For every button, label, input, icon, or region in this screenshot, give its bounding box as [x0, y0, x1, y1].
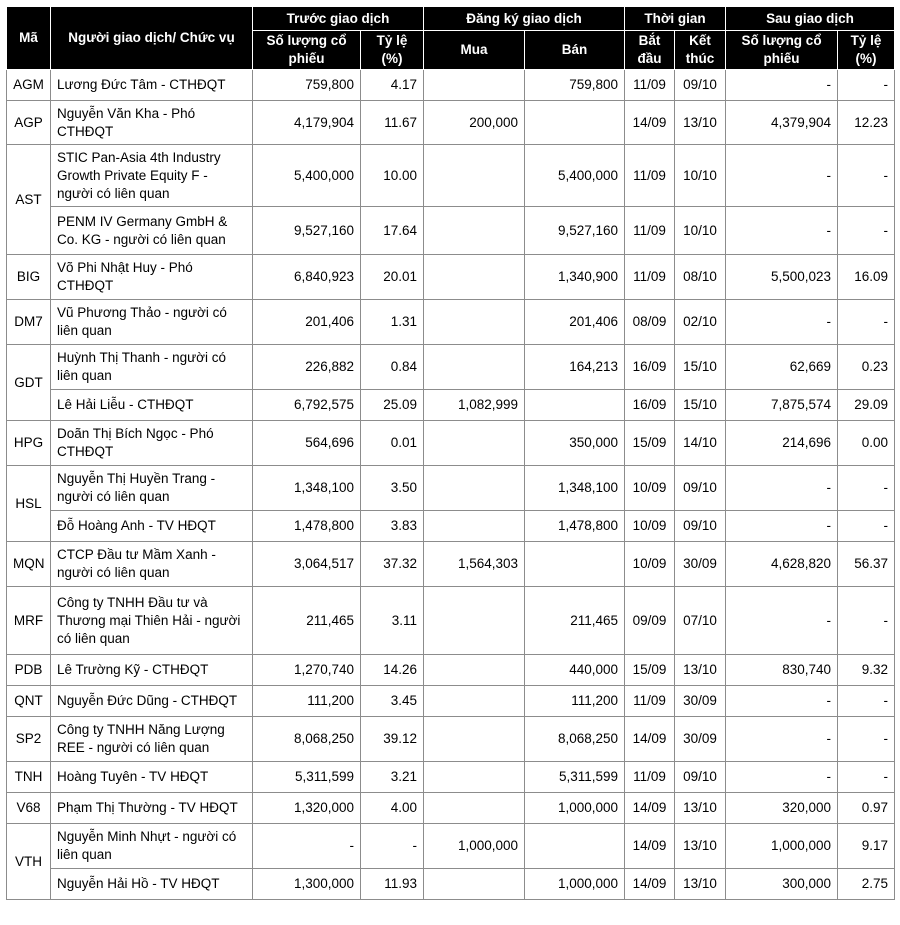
buy-cell: [424, 300, 525, 345]
end-date-cell: 07/10: [675, 587, 726, 655]
start-date-cell: 11/09: [625, 145, 675, 207]
ticker-cell: AST: [7, 145, 51, 255]
after-pct-cell: 0.23: [838, 345, 895, 390]
buy-cell: [424, 70, 525, 101]
table-row: [7, 587, 895, 655]
header-before-qty: Số lượng cổ phiếu: [253, 31, 361, 70]
table-body: [7, 70, 895, 900]
start-date-cell: 10/09: [625, 542, 675, 587]
buy-cell: [424, 762, 525, 793]
end-date-cell: 30/09: [675, 717, 726, 762]
after-qty-cell: -: [726, 686, 838, 717]
trader-cell: PENM IV Germany GmbH & Co. KG - người có liên quan: [51, 207, 253, 255]
buy-cell: [424, 655, 525, 686]
before-pct-cell: 14.26: [361, 655, 424, 686]
table-row: [7, 70, 895, 101]
table-header: [7, 7, 895, 70]
start-date-cell: 14/09: [625, 793, 675, 824]
before-pct-cell: 20.01: [361, 255, 424, 300]
header-thoi-gian: Thời gian: [625, 7, 726, 31]
before-pct-cell: 17.64: [361, 207, 424, 255]
ticker-cell: SP2: [7, 717, 51, 762]
ticker-cell: AGP: [7, 101, 51, 145]
end-date-cell: 15/10: [675, 390, 726, 421]
after-pct-cell: -: [838, 587, 895, 655]
header-after-qty: Số lượng cổ phiếu: [726, 31, 838, 70]
trader-cell: Đỗ Hoàng Anh - TV HĐQT: [51, 511, 253, 542]
trader-cell: Nguyễn Đức Dũng - CTHĐQT: [51, 686, 253, 717]
ticker-cell: BIG: [7, 255, 51, 300]
start-date-cell: 14/09: [625, 869, 675, 900]
trader-cell: STIC Pan-Asia 4th Industry Growth Private Equity F - người có liên quan: [51, 145, 253, 207]
ticker-cell: MQN: [7, 542, 51, 587]
after-pct-cell: 16.09: [838, 255, 895, 300]
table-row: [7, 207, 895, 255]
sell-cell: 5,311,599: [525, 762, 625, 793]
before-pct-cell: -: [361, 824, 424, 869]
ticker-cell: AGM: [7, 70, 51, 101]
sell-cell: 111,200: [525, 686, 625, 717]
sell-cell: [525, 824, 625, 869]
ticker-cell: V68: [7, 793, 51, 824]
sell-cell: 1,340,900: [525, 255, 625, 300]
end-date-cell: 30/09: [675, 686, 726, 717]
ticker-cell: HPG: [7, 421, 51, 466]
before-qty-cell: -: [253, 824, 361, 869]
end-date-cell: 14/10: [675, 421, 726, 466]
after-pct-cell: -: [838, 686, 895, 717]
after-qty-cell: -: [726, 145, 838, 207]
table-row: [7, 145, 895, 207]
buy-cell: [424, 793, 525, 824]
end-date-cell: 09/10: [675, 466, 726, 511]
before-qty-cell: 201,406: [253, 300, 361, 345]
start-date-cell: 11/09: [625, 207, 675, 255]
sell-cell: [525, 542, 625, 587]
header-end: Kết thúc: [675, 31, 726, 70]
trader-cell: Huỳnh Thị Thanh - người có liên quan: [51, 345, 253, 390]
after-pct-cell: 0.00: [838, 421, 895, 466]
buy-cell: [424, 255, 525, 300]
sell-cell: 759,800: [525, 70, 625, 101]
end-date-cell: 10/10: [675, 207, 726, 255]
after-qty-cell: -: [726, 511, 838, 542]
after-qty-cell: 320,000: [726, 793, 838, 824]
trader-cell: Công ty TNHH Năng Lượng REE - người có liên quan: [51, 717, 253, 762]
trader-cell: Hoàng Tuyên - TV HĐQT: [51, 762, 253, 793]
table-row: [7, 255, 895, 300]
before-qty-cell: 8,068,250: [253, 717, 361, 762]
trader-cell: Phạm Thị Thường - TV HĐQT: [51, 793, 253, 824]
buy-cell: [424, 421, 525, 466]
sell-cell: 8,068,250: [525, 717, 625, 762]
before-pct-cell: 3.50: [361, 466, 424, 511]
ticker-cell: HSL: [7, 466, 51, 542]
after-qty-cell: 1,000,000: [726, 824, 838, 869]
end-date-cell: 13/10: [675, 793, 726, 824]
sell-cell: 1,478,800: [525, 511, 625, 542]
table-row: [7, 300, 895, 345]
header-ma: Mã: [7, 7, 51, 70]
sell-cell: 211,465: [525, 587, 625, 655]
trader-cell: Lương Đức Tâm - CTHĐQT: [51, 70, 253, 101]
table-row: [7, 793, 895, 824]
before-pct-cell: 4.17: [361, 70, 424, 101]
before-pct-cell: 3.45: [361, 686, 424, 717]
before-qty-cell: 1,300,000: [253, 869, 361, 900]
after-qty-cell: -: [726, 207, 838, 255]
after-pct-cell: 9.32: [838, 655, 895, 686]
before-qty-cell: 1,478,800: [253, 511, 361, 542]
start-date-cell: 14/09: [625, 717, 675, 762]
buy-cell: 200,000: [424, 101, 525, 145]
after-pct-cell: 56.37: [838, 542, 895, 587]
before-qty-cell: 5,311,599: [253, 762, 361, 793]
table-row: [7, 345, 895, 390]
end-date-cell: 09/10: [675, 762, 726, 793]
buy-cell: [424, 717, 525, 762]
buy-cell: [424, 345, 525, 390]
buy-cell: [424, 587, 525, 655]
trader-cell: Nguyễn Văn Kha - Phó CTHĐQT: [51, 101, 253, 145]
sell-cell: 440,000: [525, 655, 625, 686]
trader-cell: Vũ Phương Thảo - người có liên quan: [51, 300, 253, 345]
before-qty-cell: 211,465: [253, 587, 361, 655]
trader-cell: Lê Hải Liễu - CTHĐQT: [51, 390, 253, 421]
before-qty-cell: 1,270,740: [253, 655, 361, 686]
trader-cell: Doãn Thị Bích Ngọc - Phó CTHĐQT: [51, 421, 253, 466]
sell-cell: 9,527,160: [525, 207, 625, 255]
buy-cell: 1,000,000: [424, 824, 525, 869]
trader-cell: Nguyễn Hải Hồ - TV HĐQT: [51, 869, 253, 900]
sell-cell: 350,000: [525, 421, 625, 466]
header-buy: Mua: [424, 31, 525, 70]
after-qty-cell: 830,740: [726, 655, 838, 686]
after-qty-cell: 300,000: [726, 869, 838, 900]
after-qty-cell: 7,875,574: [726, 390, 838, 421]
table-row: [7, 824, 895, 869]
insider-trading-table: [6, 6, 895, 900]
header-after-pct: Tỷ lệ (%): [838, 31, 895, 70]
start-date-cell: 08/09: [625, 300, 675, 345]
start-date-cell: 15/09: [625, 655, 675, 686]
after-qty-cell: -: [726, 762, 838, 793]
before-pct-cell: 39.12: [361, 717, 424, 762]
ticker-cell: TNH: [7, 762, 51, 793]
before-qty-cell: 6,792,575: [253, 390, 361, 421]
before-pct-cell: 11.67: [361, 101, 424, 145]
sell-cell: 1,348,100: [525, 466, 625, 511]
before-pct-cell: 4.00: [361, 793, 424, 824]
buy-cell: [424, 869, 525, 900]
before-qty-cell: 3,064,517: [253, 542, 361, 587]
start-date-cell: 16/09: [625, 390, 675, 421]
before-pct-cell: 25.09: [361, 390, 424, 421]
before-pct-cell: 37.32: [361, 542, 424, 587]
table-row: [7, 390, 895, 421]
header-sau-giao-dich: Sau giao dịch: [726, 7, 895, 31]
before-qty-cell: 6,840,923: [253, 255, 361, 300]
after-pct-cell: -: [838, 300, 895, 345]
start-date-cell: 15/09: [625, 421, 675, 466]
start-date-cell: 11/09: [625, 762, 675, 793]
after-qty-cell: -: [726, 587, 838, 655]
trader-cell: Võ Phi Nhật Huy - Phó CTHĐQT: [51, 255, 253, 300]
before-pct-cell: 0.01: [361, 421, 424, 466]
before-pct-cell: 0.84: [361, 345, 424, 390]
ticker-cell: MRF: [7, 587, 51, 655]
start-date-cell: 11/09: [625, 255, 675, 300]
after-pct-cell: -: [838, 145, 895, 207]
ticker-cell: PDB: [7, 655, 51, 686]
after-qty-cell: 4,628,820: [726, 542, 838, 587]
after-pct-cell: 0.97: [838, 793, 895, 824]
after-qty-cell: -: [726, 466, 838, 511]
sell-cell: 201,406: [525, 300, 625, 345]
end-date-cell: 09/10: [675, 511, 726, 542]
after-qty-cell: -: [726, 300, 838, 345]
after-pct-cell: -: [838, 511, 895, 542]
before-pct-cell: 1.31: [361, 300, 424, 345]
after-pct-cell: 2.75: [838, 869, 895, 900]
after-pct-cell: -: [838, 717, 895, 762]
end-date-cell: 13/10: [675, 101, 726, 145]
before-qty-cell: 759,800: [253, 70, 361, 101]
start-date-cell: 11/09: [625, 70, 675, 101]
table-row: [7, 101, 895, 145]
end-date-cell: 10/10: [675, 145, 726, 207]
header-truoc-giao-dich: Trước giao dịch: [253, 7, 424, 31]
end-date-cell: 13/10: [675, 655, 726, 686]
end-date-cell: 08/10: [675, 255, 726, 300]
table-row: [7, 542, 895, 587]
ticker-cell: QNT: [7, 686, 51, 717]
table-row: [7, 717, 895, 762]
table-row: [7, 762, 895, 793]
header-nguoi-giao-dich: Người giao dịch/ Chức vụ: [51, 7, 253, 70]
end-date-cell: 15/10: [675, 345, 726, 390]
before-qty-cell: 1,320,000: [253, 793, 361, 824]
after-pct-cell: -: [838, 762, 895, 793]
start-date-cell: 14/09: [625, 101, 675, 145]
buy-cell: 1,082,999: [424, 390, 525, 421]
before-pct-cell: 10.00: [361, 145, 424, 207]
buy-cell: [424, 207, 525, 255]
end-date-cell: 30/09: [675, 542, 726, 587]
table-row: [7, 511, 895, 542]
table-row: [7, 686, 895, 717]
after-pct-cell: 12.23: [838, 101, 895, 145]
before-qty-cell: 5,400,000: [253, 145, 361, 207]
table-row: [7, 466, 895, 511]
table-row: [7, 421, 895, 466]
trader-cell: CTCP Đầu tư Mầm Xanh - người có liên quan: [51, 542, 253, 587]
buy-cell: [424, 145, 525, 207]
header-start: Bắt đầu: [625, 31, 675, 70]
buy-cell: [424, 511, 525, 542]
trader-cell: Lê Trường Kỹ - CTHĐQT: [51, 655, 253, 686]
sell-cell: 1,000,000: [525, 869, 625, 900]
after-pct-cell: 29.09: [838, 390, 895, 421]
after-qty-cell: 5,500,023: [726, 255, 838, 300]
trader-cell: Nguyễn Thị Huyền Trang - người có liên quan: [51, 466, 253, 511]
before-qty-cell: 564,696: [253, 421, 361, 466]
after-pct-cell: -: [838, 70, 895, 101]
before-qty-cell: 4,179,904: [253, 101, 361, 145]
after-qty-cell: -: [726, 70, 838, 101]
start-date-cell: 10/09: [625, 511, 675, 542]
header-dang-ky-giao-dich: Đăng ký giao dịch: [424, 7, 625, 31]
after-qty-cell: 62,669: [726, 345, 838, 390]
end-date-cell: 13/10: [675, 869, 726, 900]
buy-cell: [424, 686, 525, 717]
table-row: [7, 655, 895, 686]
before-qty-cell: 226,882: [253, 345, 361, 390]
before-pct-cell: 3.21: [361, 762, 424, 793]
after-pct-cell: -: [838, 207, 895, 255]
table-row: [7, 869, 895, 900]
ticker-cell: VTH: [7, 824, 51, 900]
end-date-cell: 09/10: [675, 70, 726, 101]
buy-cell: [424, 466, 525, 511]
before-pct-cell: 11.93: [361, 869, 424, 900]
after-qty-cell: 4,379,904: [726, 101, 838, 145]
sell-cell: [525, 390, 625, 421]
sell-cell: [525, 101, 625, 145]
trader-cell: Công ty TNHH Đầu tư và Thương mại Thiên Hải - người có liên quan: [51, 587, 253, 655]
start-date-cell: 11/09: [625, 686, 675, 717]
before-pct-cell: 3.83: [361, 511, 424, 542]
header-before-pct: Tỷ lệ (%): [361, 31, 424, 70]
end-date-cell: 02/10: [675, 300, 726, 345]
end-date-cell: 13/10: [675, 824, 726, 869]
sell-cell: 164,213: [525, 345, 625, 390]
ticker-cell: DM7: [7, 300, 51, 345]
start-date-cell: 09/09: [625, 587, 675, 655]
sell-cell: 1,000,000: [525, 793, 625, 824]
ticker-cell: GDT: [7, 345, 51, 421]
start-date-cell: 16/09: [625, 345, 675, 390]
start-date-cell: 14/09: [625, 824, 675, 869]
sell-cell: 5,400,000: [525, 145, 625, 207]
trader-cell: Nguyễn Minh Nhựt - người có liên quan: [51, 824, 253, 869]
after-pct-cell: -: [838, 466, 895, 511]
header-sell: Bán: [525, 31, 625, 70]
before-qty-cell: 9,527,160: [253, 207, 361, 255]
after-pct-cell: 9.17: [838, 824, 895, 869]
after-qty-cell: -: [726, 717, 838, 762]
before-pct-cell: 3.11: [361, 587, 424, 655]
before-qty-cell: 1,348,100: [253, 466, 361, 511]
buy-cell: 1,564,303: [424, 542, 525, 587]
before-qty-cell: 111,200: [253, 686, 361, 717]
start-date-cell: 10/09: [625, 466, 675, 511]
after-qty-cell: 214,696: [726, 421, 838, 466]
